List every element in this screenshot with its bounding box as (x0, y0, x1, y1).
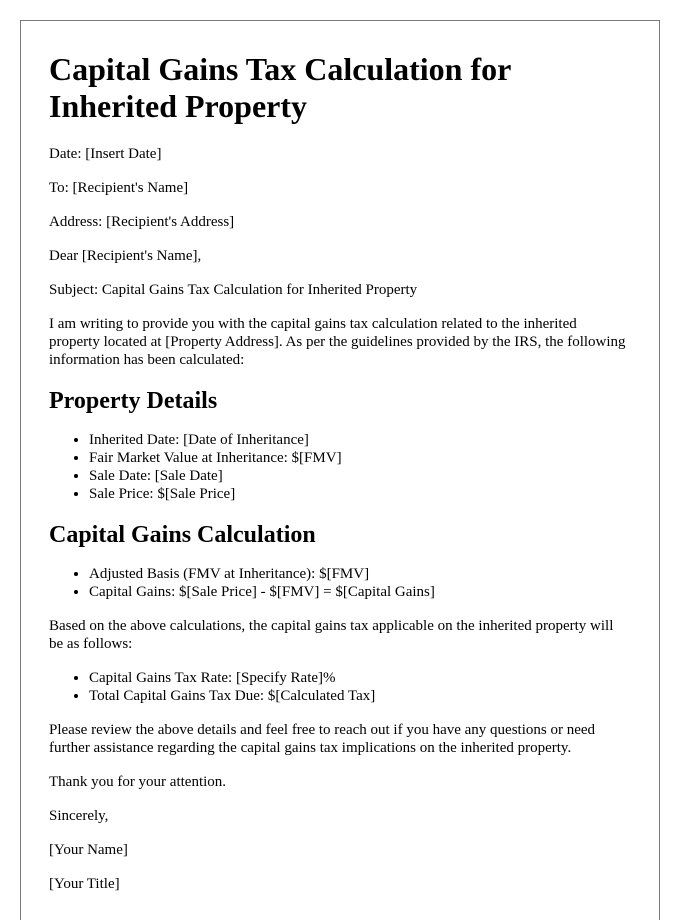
signature-name: [Your Name] (49, 842, 128, 858)
list-item: • Capital Gains: $[Sale Price] - $[FMV] = $[Capital Gains] (89, 583, 631, 601)
thanks-line: Thank you for your attention. (49, 774, 227, 790)
address-line: Address: [Recipient's Address] (49, 214, 235, 230)
closing-paragraph: Please review the above details and feel free to reach out if you have any questions or need further assistance regarding the capital gains tax implications on the inherited property. (49, 722, 596, 756)
list-item: • Sale Price: $[Sale Price] (89, 485, 631, 503)
property-details-heading: Property Details (49, 388, 218, 414)
capital-gains-heading: Capital Gains Calculation (49, 522, 316, 548)
tax-intro-paragraph: Based on the above calculations, the capital gains tax applicable on the inherited property will be as follows: (49, 618, 614, 652)
list-item: • Inherited Date: [Date of Inheritance] (89, 431, 631, 449)
list-item: • Sale Date: [Sale Date] (89, 467, 631, 485)
letter-page (20, 20, 660, 920)
tax-list (49, 669, 631, 705)
list-item: • Adjusted Basis (FMV at Inheritance): $[FMV] (89, 565, 631, 583)
list-item: • Fair Market Value at Inheritance: $[FMV] (89, 449, 631, 467)
intro-paragraph: I am writing to provide you with the capital gains tax calculation related to the inherited property located at [Property Address]. As per the guidelines provided by the IRS, the following information has been calculated: (49, 316, 626, 368)
letter-title: Capital Gains Tax Calculation for Inherited Property (49, 51, 511, 124)
list-item: • Capital Gains Tax Rate: [Specify Rate]% (89, 669, 631, 687)
list-item: • Total Capital Gains Tax Due: $[Calculated Tax] (89, 687, 631, 705)
property-details-list (49, 431, 631, 503)
signature-title: [Your Title] (49, 876, 120, 892)
capital-gains-list (49, 565, 631, 601)
subject-line: Subject: Capital Gains Tax Calculation for Inherited Property (49, 282, 418, 298)
recipient-line: To: [Recipient's Name] (49, 180, 189, 196)
signoff: Sincerely, (49, 808, 109, 824)
date-line: Date: [Insert Date] (49, 146, 162, 162)
salutation: Dear [Recipient's Name], (49, 248, 202, 264)
